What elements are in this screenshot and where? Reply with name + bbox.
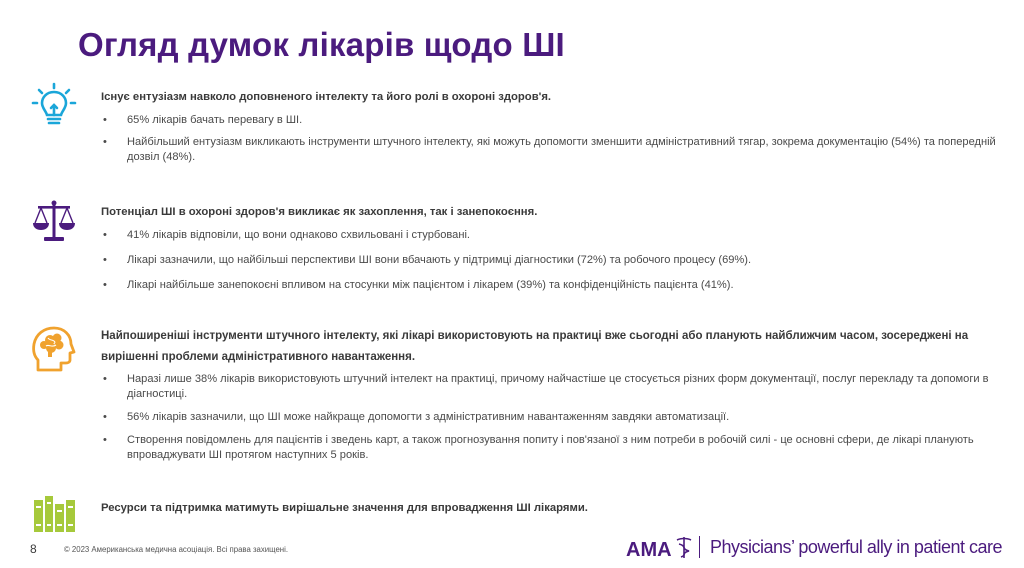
list-item: • Лікарі найбільше занепокоєні впливом на стосунки між пацієнтом і лікарем (39%) та конфіденційність пацієнта (41%). — [103, 279, 734, 291]
list-item: • Лікарі зазначили, що найбільші перспективи ШІ вони вбачають у підтримці діагностики (72%) та робочого процесу (69%). — [103, 254, 752, 266]
list-item: • Створення повідомлень для пацієнтів і зведень карт, а також прогнозування попиту і пов'язаної з ним потреби в робочій силі - це основні сфери, де лікарі планують впроваджувати ШІ протягом наступних 5 років. — [103, 434, 974, 461]
section-heading: Ресурси та підтримка матимуть вирішальне значення для впровадження ШІ лікарями. — [101, 502, 588, 514]
section-heading: Потенціал ШІ в охороні здоров'я викликає як захоплення, так і занепокоєння. — [101, 206, 538, 218]
copyright-text: © 2023 Американська медична асоціація. Всі права захищені. — [64, 545, 289, 554]
footer-divider — [699, 536, 700, 558]
list-item: • Наразі лише 38% лікарів використовують штучний інтелект на практиці, причому найчастіше це стосується різних форм документації, послуг перекладу та допомоги в діагностиці. — [103, 373, 989, 400]
ama-logo — [626, 535, 695, 562]
head-brain-icon — [30, 324, 78, 379]
list-item: • 56% лікарів зазначили, що ШІ може найкраще допомогти з адміністративним навантаженням завдяки автоматизації. — [103, 411, 730, 423]
list-item: • 65% лікарів бачать перевагу в ШІ. — [103, 114, 303, 126]
page-title: Огляд думок лікарів щодо ШІ — [78, 26, 565, 63]
section-heading: Найпоширеніші інструменти штучного інтелекту, які лікарі використовують на практиці вже сьогодні або планують найближчим часом, зосереджені на вирішенні проблеми адміністративного навантаження. — [101, 330, 969, 363]
section-heading: Існує ентузіазм навколо доповненого інтелекту та його ролі в охороні здоров'я. — [101, 91, 552, 103]
list-item: • Найбільший ентузіазм викликають інструменти штучного інтелекту, які можуть допомогти зменшити адміністративний тягар, зокрема документацію (54%) та попередній дозвіл (48%). — [103, 136, 996, 163]
ama-logo-text: AMA — [626, 539, 672, 561]
scales-icon — [30, 197, 78, 250]
list-item: • 41% лікарів відповіли, що вони однаково схвильовані і стурбовані. — [103, 229, 471, 241]
page-number: 8 — [30, 542, 37, 556]
books-icon — [33, 494, 77, 539]
caduceus-icon — [673, 535, 695, 559]
tagline: Physicians’ powerful ally in patient care — [710, 537, 1002, 557]
lightbulb-icon — [30, 82, 78, 135]
